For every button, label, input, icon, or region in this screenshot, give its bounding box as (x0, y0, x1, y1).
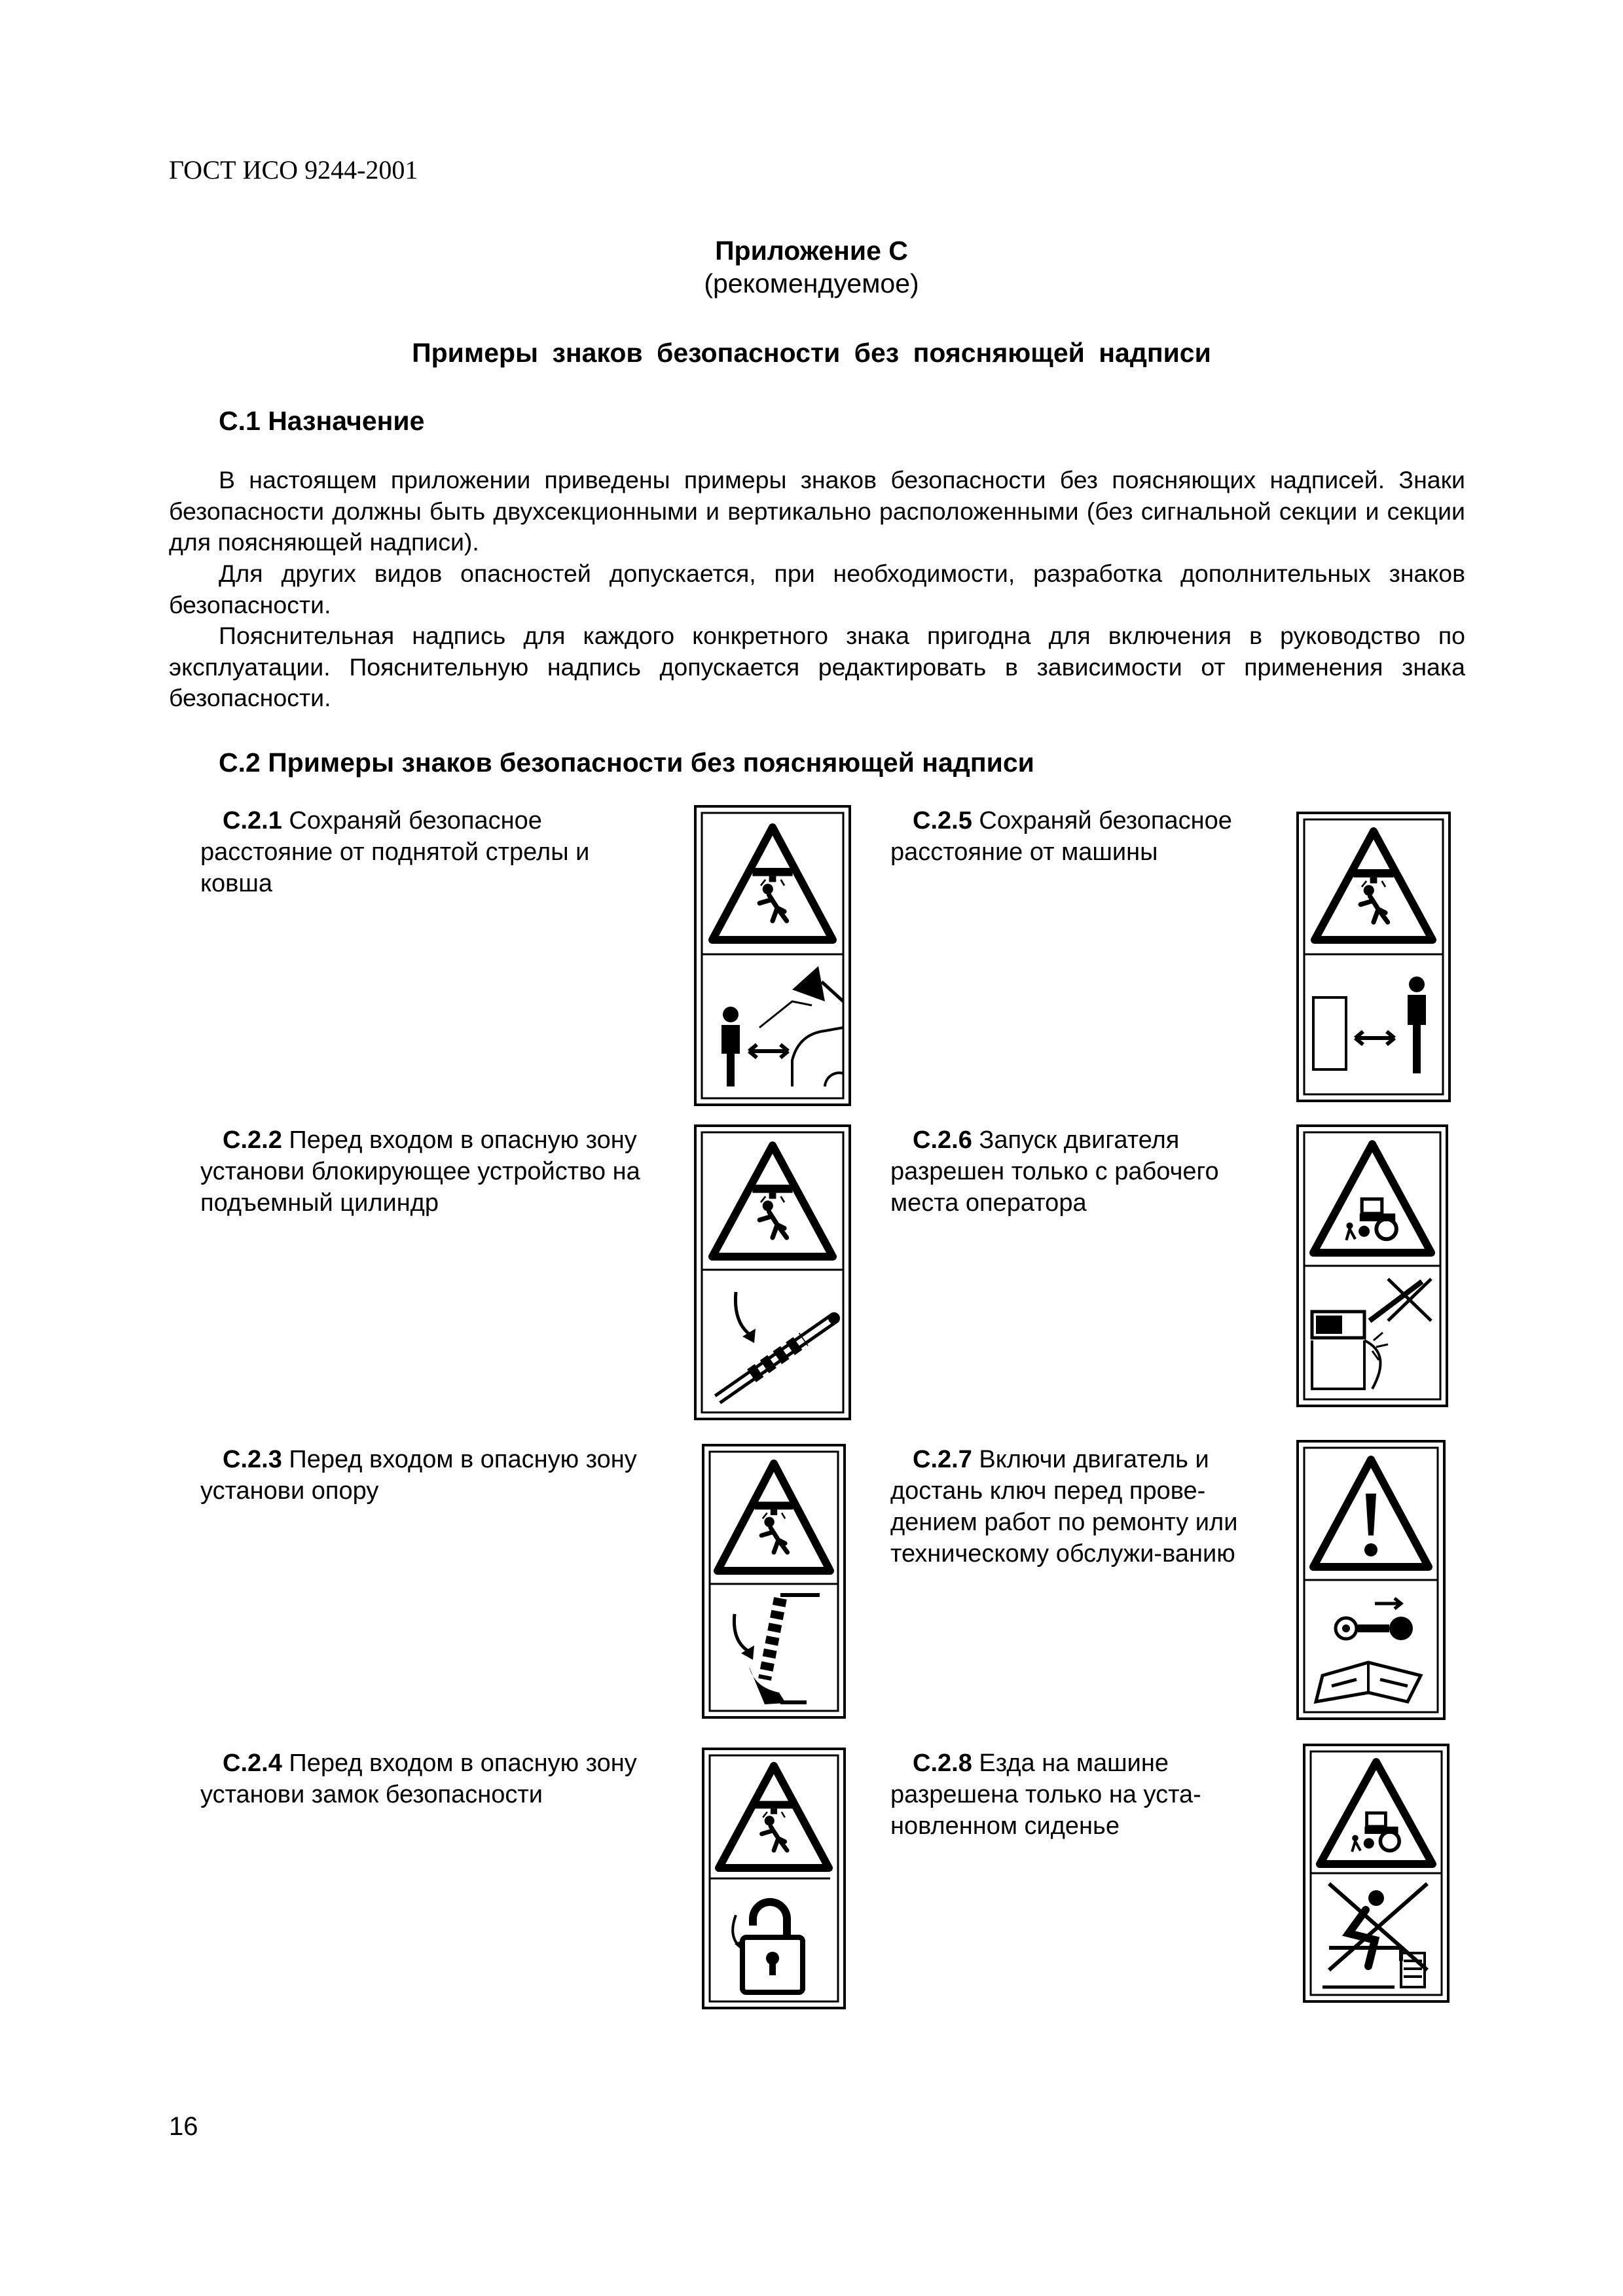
sign-text: Езда на машине разрешена только на уста-новленном сиденье (890, 1749, 1201, 1840)
sign-number: С.2.6 (913, 1126, 972, 1154)
safety-sign-c21 (694, 805, 851, 1106)
sign-number: С.2.2 (223, 1126, 282, 1154)
sign-number: С.2.3 (223, 1446, 282, 1473)
sign-number: С.2.1 (223, 807, 282, 834)
sign-text: Включи двигатель и достань ключ перед прове-дением работ по ремонту или техническому обслужи-ванию (890, 1446, 1238, 1568)
safety-sign-c22 (694, 1124, 851, 1420)
main-title: Примеры знаков безопасности без поясняющей надписи (412, 338, 1211, 368)
sign-caption-c27 (890, 1444, 1283, 1570)
safety-sign-c25 (1296, 812, 1451, 1102)
safety-sign-c27 (1296, 1440, 1446, 1720)
sign-text: Перед входом в опасную зону установи блокирующее устройство на подъемный цилиндр (200, 1126, 640, 1217)
sign-caption-c23 (200, 1444, 646, 1507)
safety-sign-c28 (1303, 1744, 1450, 2003)
section-c2-heading: С.2 Примеры знаков безопасности без поясняющей надписи (219, 747, 1034, 778)
sign-text: Сохраняй безопасное расстояние от поднятой стрелы и ковша (200, 807, 590, 897)
sign-caption-c25 (890, 805, 1283, 868)
sign-number: С.2.8 (913, 1749, 972, 1777)
sign-caption-c21 (200, 805, 646, 899)
paragraph-2: Для других видов опасностей допускается, при необходимости, разработка дополнительных знаков безопасности. (169, 560, 1465, 619)
safety-sign-c23 (702, 1444, 846, 1719)
appendix-status: (рекомендуемое) (704, 268, 919, 298)
sign-caption-c24 (200, 1748, 646, 1810)
page-number: 16 (169, 2112, 198, 2141)
document-header: ГОСТ ИСО 9244-2001 (169, 155, 418, 185)
safety-sign-c26 (1296, 1124, 1448, 1407)
sign-text: Перед входом в опасную зону установи замок безопасности (200, 1749, 637, 1808)
appendix-title: Приложение С (715, 236, 908, 266)
safety-sign-c24 (702, 1748, 846, 2009)
sign-text: Запуск двигателя разрешен только с рабочего места оператора (890, 1126, 1219, 1217)
sign-caption-c26 (890, 1124, 1283, 1219)
sign-text: Сохраняй безопасное расстояние от машины (890, 807, 1232, 866)
paragraph-3: Пояснительная надпись для каждого конкретного знака пригодна для включения в руководство по эксплуатации. Пояснительную надпись допускается редактировать в зависимости от применения знака безопасности. (169, 622, 1465, 711)
sign-caption-c22 (200, 1124, 646, 1219)
sign-text: Перед входом в опасную зону установи опору (200, 1446, 637, 1505)
sign-number: С.2.5 (913, 807, 972, 834)
paragraph-1: В настоящем приложении приведены примеры знаков безопасности без поясняющих надписей. Знаки безопасности должны быть двухсекционными и вертикально расположенными (без сигнальной секции и секции для поясняющей надписи). (169, 466, 1465, 556)
sign-number: С.2.4 (223, 1749, 282, 1777)
section-c1-heading: С.1 Назначение (219, 406, 425, 436)
sign-number: С.2.7 (913, 1446, 972, 1473)
sign-caption-c28 (890, 1748, 1283, 1842)
